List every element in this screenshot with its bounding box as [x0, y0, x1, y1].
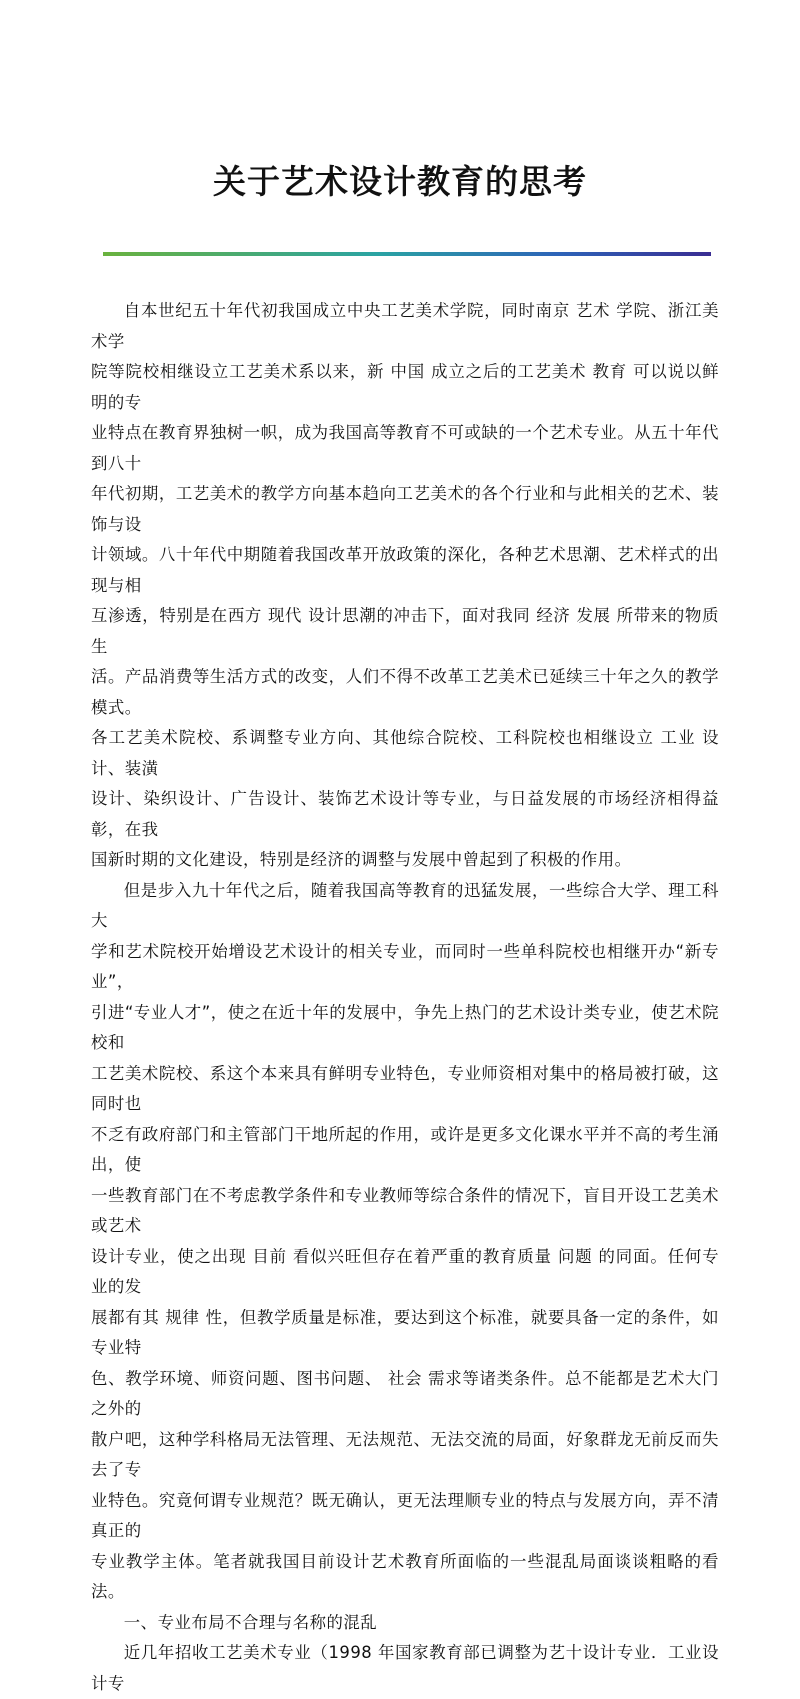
- text-line: 设计专业，使之出现 目前 看似兴旺但存在着严重的教育质量 问题 的同面。任何专业的发: [91, 1246, 719, 1296]
- title-divider: [103, 252, 711, 256]
- text-line: 自本世纪五十年代初我国成立中央工艺美术学院，同时南京 艺术 学院、浙江美术学: [91, 301, 719, 351]
- text-line: 国新时期的文化建设，特别是经济的调整与发展中曾起到了积极的作用。: [91, 850, 632, 869]
- text-line: 近几年招收工艺美术专业（1998 年国家教育部已调整为艺十设计专业．工业设计专: [91, 1643, 719, 1693]
- text-line: 展都有其 规律 性，但教学质量是标准，要达到这个标准，就要具备一定的条件，如专业特: [91, 1307, 719, 1357]
- text-line: 业特点在教育界独树一帜，成为我国高等教育不可或缺的一个艺术专业。从五十年代到八十: [91, 423, 719, 473]
- text-line: 一些教育部门在不考虑教学条件和专业教师等综合条件的情况下，盲目开设工艺美术或艺术: [91, 1185, 719, 1235]
- text-line: 散户吧，这种学科格局无法管理、无法规范、无法交流的局面，好象群龙无前反而失去了专: [91, 1429, 719, 1479]
- text-line: 业特色。究竟何谓专业规范？既无确认，更无法理顺专业的特点与发展方向，弄不清真正的: [91, 1490, 719, 1540]
- document-body: [91, 296, 719, 1699]
- text-line: 但是步入九十年代之后，随着我国高等教育的迅猛发展，一些综合大学、理工科大: [91, 880, 719, 930]
- text-line: 计领域。八十年代中期随着我国改革开放政策的深化，各种艺术思潮、艺术样式的出现与相: [91, 545, 719, 595]
- paragraph-2: [91, 876, 719, 1608]
- text-line: 活。产品消费等生活方式的改变，人们不得不改革工艺美术已延续三十年之久的教学模式。: [91, 667, 719, 717]
- section-heading: 一、专业布局不合理与名称的混乱: [123, 1612, 378, 1632]
- paragraph-1: [91, 296, 719, 876]
- text-line: 不乏有政府部门和主管部门干地所起的作用，或许是更多文化课水平并不高的考生涌出，使: [91, 1124, 719, 1174]
- text-line: 互渗透，特别是在西方 现代 设计思潮的冲击下，面对我同 经济 发展 所带来的物质生: [91, 606, 719, 656]
- text-line: 院等院校相继设立工艺美术系以来，新 中国 成立之后的工艺美术 教育 可以说以鲜明的专: [91, 362, 719, 412]
- paragraph-3: [91, 1638, 719, 1699]
- text-line: 专业教学主体。笔者就我国目前设计艺术教育所面临的一些混乱局面谈谈粗略的看法。: [91, 1551, 719, 1601]
- text-line: 设计、染织设计、广告设计、装饰艺术设计等专业，与日益发展的市场经济相得益彰，在我: [91, 789, 719, 839]
- text-line: 年代初期，工艺美术的教学方向基本趋向工艺美术的各个行业和与此相关的艺术、装饰与设: [91, 484, 719, 534]
- document-title: 关于艺术设计教育的思考: [213, 162, 587, 201]
- text-line: 工艺美术院校、系这个本来具有鲜明专业特色，专业师资相对集中的格局被打破，这同时也: [91, 1063, 719, 1113]
- text-line: 学和艺术院校开始增设艺术设计的相关专业，而同时一些单科院校也相继开办“新专业”，: [91, 941, 719, 991]
- text-line: 各工艺美术院校、系调整专业方向、其他综合院校、工科院校也相继设立 工业 设计、装潢: [91, 728, 719, 778]
- text-line: 色、教学环境、师资问题、图书问题、 社会 需求等诸类条件。总不能都是艺术大门之外的: [91, 1368, 719, 1418]
- text-line: 引进“专业人才”，使之在近十年的发展中，争先上热门的艺术设计类专业，使艺术院校和: [91, 1002, 719, 1052]
